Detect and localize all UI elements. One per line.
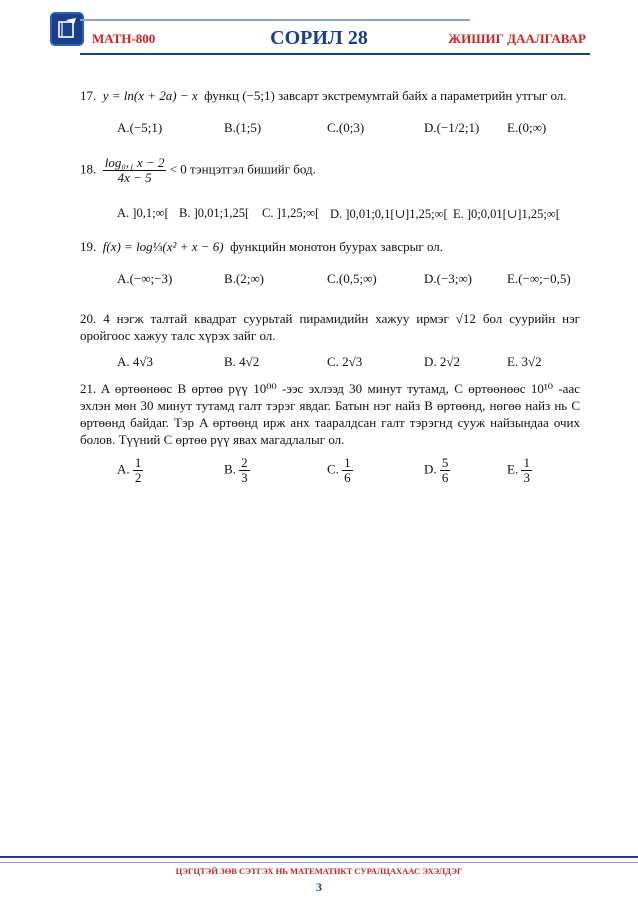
page-number: 3 [316, 880, 322, 894]
option-fraction [239, 456, 250, 485]
option-e[interactable] [507, 456, 532, 485]
question-18 [80, 156, 580, 185]
option-d[interactable]: D.(−1/2;1) [424, 120, 480, 135]
option-a[interactable]: A. ]0,1;∞[ [117, 206, 169, 220]
option-b[interactable] [224, 456, 250, 485]
option-b[interactable]: B.(1;5) [224, 120, 262, 135]
header-section-label: ЖИШИГ ДААЛГАВАР [448, 31, 586, 46]
option-fraction [133, 456, 144, 485]
fraction-denominator: 3 [241, 470, 248, 485]
question-19 [80, 238, 580, 255]
fraction-denominator: 3 [523, 470, 530, 485]
option-label: B. [224, 461, 236, 477]
option-a[interactable]: A.(−∞;−3) [117, 271, 173, 286]
option-c[interactable]: C. 2√3 [327, 354, 363, 369]
option-fraction [342, 456, 353, 485]
option-fraction [521, 456, 532, 485]
option-a[interactable] [117, 456, 143, 485]
option-e[interactable]: E.(0;∞) [507, 120, 547, 135]
footer-motto: ЦЭГЦТЭЙ ЗӨВ СЭТГЭХ НЬ МАТЕМАТИКТ СУРАЛЦАХААС ЭХЭЛДЭГ [175, 866, 463, 876]
footer-rule-bottom [0, 862, 638, 863]
option-a[interactable]: A.(−5;1) [117, 120, 163, 135]
question-formula: y = ln(x + 2a) − x [102, 88, 198, 103]
option-e[interactable]: E. ]0;0,01[∪]1,25;∞[ [453, 207, 560, 221]
fraction-denominator: 6 [344, 470, 351, 485]
page-header [0, 0, 638, 60]
option-c[interactable]: C.(0,5;∞) [327, 271, 377, 286]
option-a[interactable]: A. 4√3 [117, 354, 154, 369]
option-e[interactable]: E.(−∞;−0,5) [507, 271, 571, 286]
option-b[interactable]: B. ]0,01;1,25[ [179, 206, 250, 220]
option-c[interactable]: C.(0;3) [327, 120, 365, 135]
fraction-numerator: 5 [441, 455, 449, 470]
fraction-numerator: 1 [523, 455, 530, 470]
option-label: A. [117, 461, 130, 477]
question-number: 19. [80, 239, 97, 254]
fraction-numerator: 2 [241, 455, 248, 470]
footer-rule-top [0, 856, 638, 858]
question-number: 17. [80, 88, 97, 103]
fraction-numerator: log₀,₁ x − 2 [104, 155, 165, 170]
fraction-numerator: 1 [344, 455, 351, 470]
header-rule-top [80, 19, 470, 21]
option-c[interactable] [327, 456, 353, 485]
question-fraction [103, 156, 167, 185]
question-formula: f(x) = log⅓(x² + x − 6) [102, 239, 224, 254]
question-number: 20. [80, 311, 97, 326]
fraction-denominator: 4x − 5 [117, 170, 152, 185]
question-number: 21. [80, 381, 97, 396]
option-label: C. [327, 461, 339, 477]
option-b[interactable]: B.(2;∞) [224, 271, 264, 286]
header-rule-bottom [80, 53, 590, 55]
option-e[interactable]: E. 3√2 [507, 354, 542, 369]
option-d[interactable]: D. ]0,01;0,1[∪]1,25;∞[ [330, 207, 448, 221]
fraction-denominator: 2 [134, 470, 142, 485]
question-number: 18. [80, 161, 97, 177]
option-label: D. [424, 461, 437, 477]
fraction-denominator: 6 [441, 470, 449, 485]
fraction-numerator: 1 [134, 455, 142, 470]
option-d[interactable]: D.(−3;∞) [424, 271, 473, 286]
option-d[interactable] [424, 456, 450, 485]
question-text: функцийн монотон буурах завсрыг ол. [230, 239, 444, 254]
question-text: A өртөөнөөс B өртөө рүү 10⁰⁰ -ээс эхлээд 30 минут тутамд, C өртөөнөөс 10¹⁰ -аас эхлэн мөн 30 минут тутамд галт тэрэг явдаг. Батын нэг найз B өртөөнд, нөгөө найз нь C өртөөнд байдаг. Тэр A өртөөнд ирж анх тааралдсан галт тэрэгнд сууж найзындаа очих болов. Түүний C өртөө рүү явах магадлалыг ол. [80, 381, 580, 447]
question-20 [80, 310, 580, 344]
option-fraction [440, 456, 451, 485]
header-course-code: MATH-800 [92, 31, 156, 46]
header-title: СОРИЛ 28 [270, 27, 368, 49]
question-21 [80, 380, 580, 448]
option-b[interactable]: B. 4√2 [224, 354, 260, 369]
question-text: < 0 тэнцэтгэл бишийг бод. [169, 161, 316, 177]
option-c[interactable]: C. ]1,25;∞[ [262, 206, 320, 220]
option-d[interactable]: D. 2√2 [424, 354, 461, 369]
question-17 [80, 87, 580, 104]
question-text: 4 нэгж талтай квадрат суурьтай пирамидийн хажуу ирмэг √12 бол суурийн нэг оройгоос хажуу талс хүрэх зайг ол. [80, 311, 581, 343]
question-text: функц (−5;1) завсарт экстремумтай байх a параметрийн утгыг ол. [204, 88, 567, 103]
option-label: E. [507, 461, 519, 477]
